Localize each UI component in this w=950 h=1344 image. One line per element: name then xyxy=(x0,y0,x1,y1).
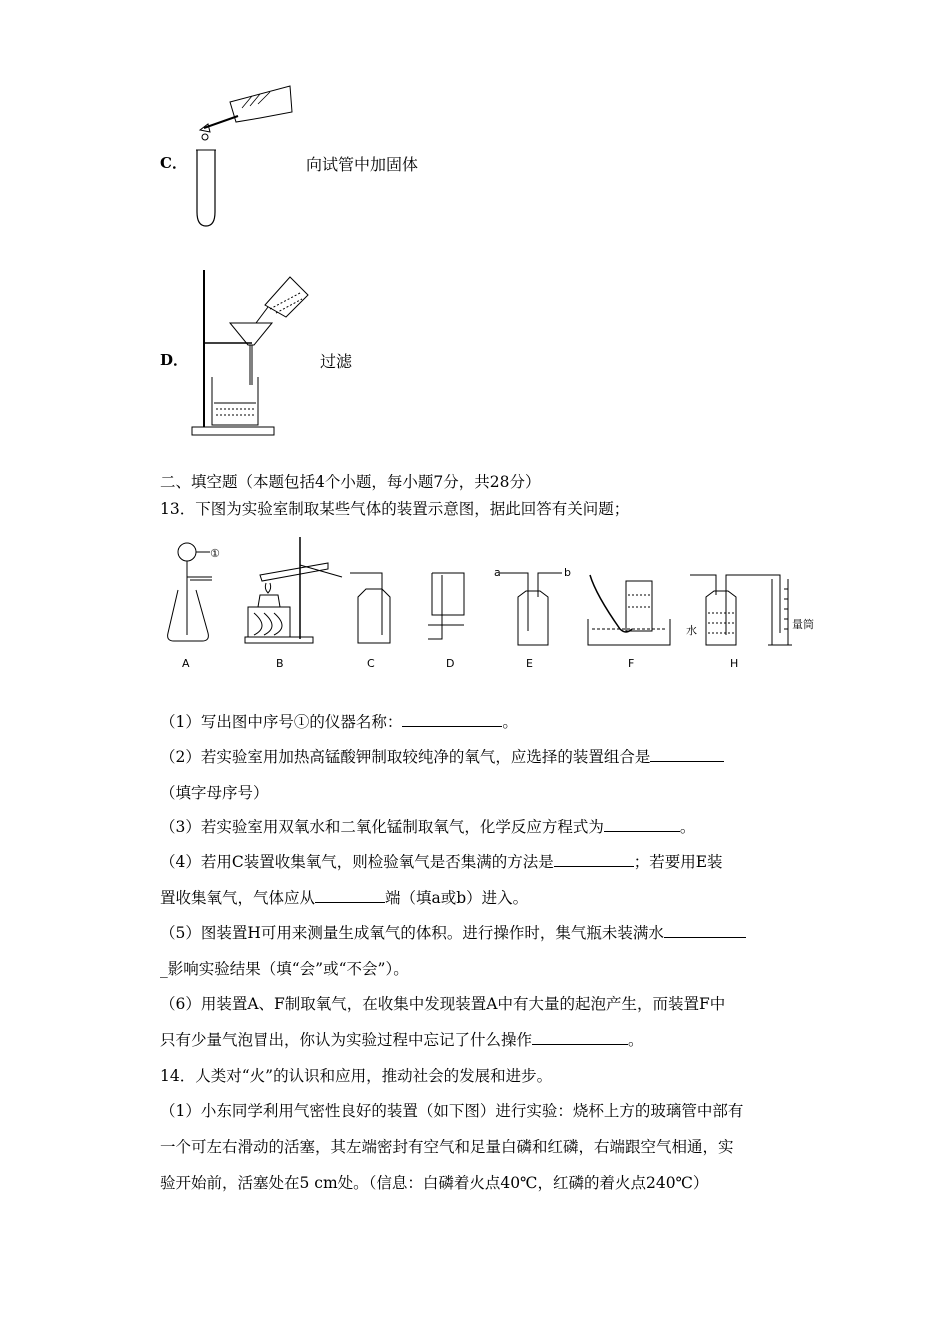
q13-part6-line2 xyxy=(160,1028,644,1050)
q13-part4-text: （4）若用C装置收集氧气，则检验氧气是否集满的方法是 xyxy=(160,853,554,871)
water-label: 水 xyxy=(686,624,697,637)
q13-part3 xyxy=(160,815,695,837)
q13-part4-blank-2[interactable] xyxy=(315,888,385,903)
cylinder-label: 量筒 xyxy=(792,618,814,631)
q13-part6-end: 。 xyxy=(628,1031,644,1049)
q13-part5-text: （5）图装置H可用来测量生成氧气的体积。进行操作时，集气瓶未装满水 xyxy=(160,924,664,942)
q13-part4-end: 端（填a或b）进入。 xyxy=(385,889,529,907)
q14-part1-line1: （1）小东同学利用气密性良好的装置（如下图）进行实验：烧杯上方的玻璃管中部有 xyxy=(160,1102,744,1120)
port-a-label: a xyxy=(494,566,501,579)
option-c-caption: 向试管中加固体 xyxy=(306,155,419,174)
q13-part6: （6）用装置A、F制取氧气，在收集中发现装置A中有大量的起泡产生，而装置F中 xyxy=(160,995,726,1013)
q13-part4 xyxy=(160,850,723,872)
gas-apparatus-diagram xyxy=(160,535,820,675)
q13-part5-line2: _影响实验结果（填“会”或“不会”）。 xyxy=(160,960,409,978)
q13-part1-end: 。 xyxy=(502,713,518,731)
q13-part6-text: 只有少量气泡冒出，你认为实验过程中忘记了什么操作 xyxy=(160,1031,533,1049)
apparatus-a xyxy=(168,543,212,641)
label-c: C xyxy=(367,657,375,670)
q14-part1-line2: 一个可左右滑动的活塞，其左端密封有空气和足量白磷和红磷，右端跟空气相通，实 xyxy=(160,1138,734,1156)
q13-part5 xyxy=(160,921,746,943)
label-b: B xyxy=(276,657,284,670)
marker-1: ① xyxy=(210,547,220,560)
port-b-label: b xyxy=(564,566,571,579)
label-e: E xyxy=(526,657,533,670)
q13-part4-blank-1[interactable] xyxy=(554,852,634,867)
apparatus-c xyxy=(350,573,390,643)
label-a: A xyxy=(182,657,190,670)
q13-stem: 13．下图为实验室制取某些气体的装置示意图，据此回答有关问题； xyxy=(160,500,630,518)
q13-part1-blank[interactable] xyxy=(402,712,502,727)
apparatus-b xyxy=(245,537,342,643)
q14-part1-line3: 验开始前，活塞处在5 cm处。（信息：白磷着火点40℃，红磷的着火点240℃） xyxy=(160,1174,709,1192)
apparatus-d xyxy=(428,573,464,639)
q13-part3-text: （3）若实验室用双氧水和二氧化锰制取氧气，化学反应方程式为 xyxy=(160,818,604,836)
option-d-letter: D． xyxy=(160,351,189,369)
option-d-caption: 过滤 xyxy=(320,352,353,371)
q13-part6-blank[interactable] xyxy=(532,1030,628,1045)
q13-part4-line2 xyxy=(160,886,528,908)
option-c-letter: C． xyxy=(160,154,187,172)
q13-part1 xyxy=(160,710,518,732)
apparatus-e xyxy=(500,573,562,645)
q13-part3-end: 。 xyxy=(679,818,696,836)
filtration-apparatus-figure xyxy=(190,265,320,440)
q13-part2-blank[interactable] xyxy=(650,747,724,762)
q13-part2-note: （填字母序号） xyxy=(160,784,269,802)
q13-part4-text2: 置收集氧气，气体应从 xyxy=(160,889,316,907)
q14-stem: 14．人类对“火”的认识和应用，推动社会的发展和进步。 xyxy=(160,1067,553,1085)
hand-spatula-test-tube-figure xyxy=(190,82,300,232)
apparatus-h xyxy=(690,575,792,645)
q13-part2 xyxy=(160,745,724,767)
label-f: F xyxy=(628,657,635,670)
label-d: D xyxy=(446,657,455,670)
label-h: H xyxy=(730,657,739,670)
q13-part3-blank[interactable] xyxy=(604,817,680,832)
q13-part1-text: （1）写出图中序号①的仪器名称： xyxy=(160,713,403,731)
q13-part5-blank[interactable] xyxy=(664,923,746,938)
section-title: 二、填空题（本题包括4个小题，每小题7分，共28分） xyxy=(160,473,541,491)
q13-part2-text: （2）若实验室用加热高锰酸钾制取较纯净的氧气，应选择的装置组合是 xyxy=(160,748,651,766)
q13-part4-mid: ；若要用E装 xyxy=(633,853,723,871)
apparatus-f xyxy=(588,575,670,645)
